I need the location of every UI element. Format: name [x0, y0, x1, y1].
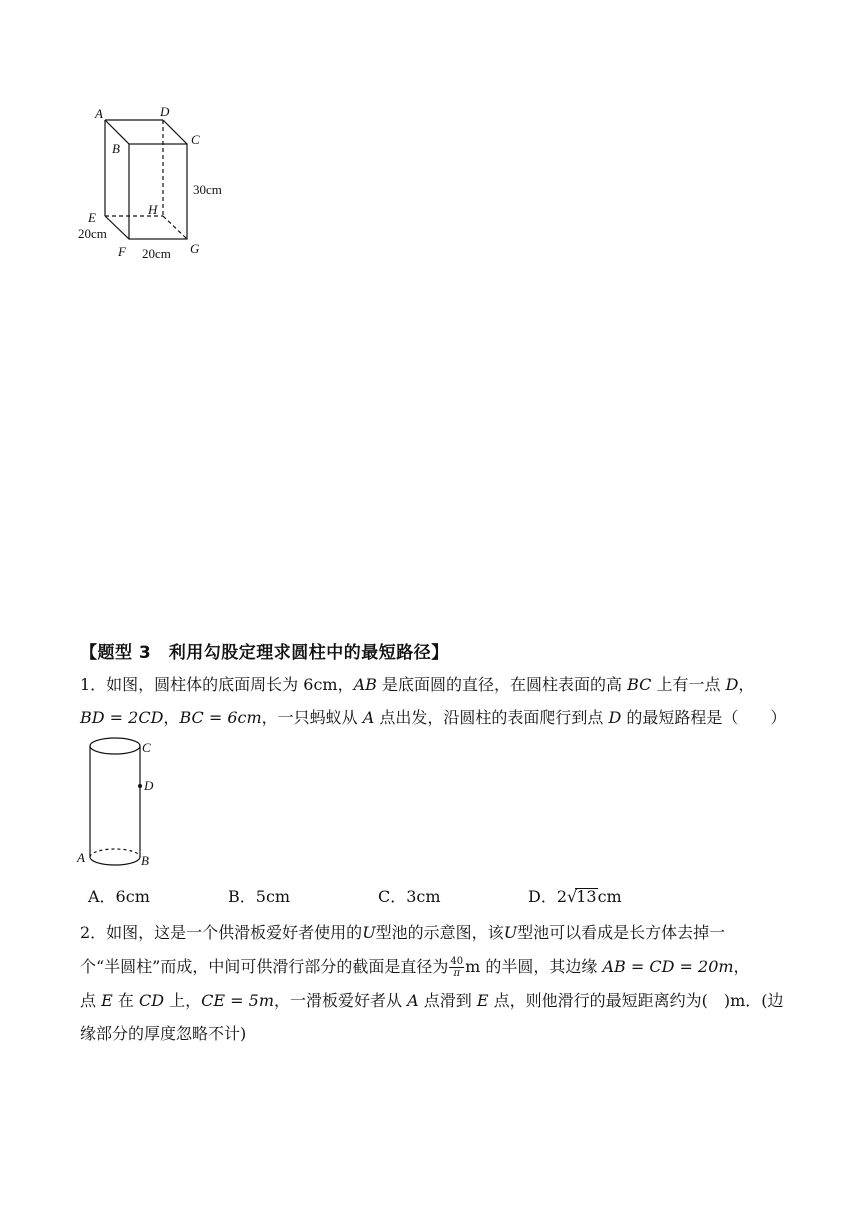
math: U [362, 923, 376, 942]
text: 点滑到 [418, 991, 477, 1010]
q1-line-1 [80, 673, 754, 697]
math: D [725, 675, 739, 694]
math: A [362, 708, 375, 727]
label-D: D [160, 104, 170, 119]
text: 1．如图，圆柱体的底面周长为 6cm， [80, 675, 354, 694]
option-d[interactable] [528, 884, 622, 907]
text: 个“半圆柱”而成，中间可供滑行部分的截面是直径为 [80, 957, 449, 976]
q2-line-3 [80, 989, 784, 1013]
section-heading: 【题型 3 利用勾股定理求圆柱中的最短路径】 [80, 643, 449, 663]
cyl-label-A: A [77, 850, 85, 865]
text: cm [597, 887, 622, 906]
sqrt-sign: √ [567, 887, 578, 906]
text: ，一滑板爱好者从 [274, 991, 408, 1010]
text: ， [738, 675, 755, 694]
math: BD = 2CD [80, 708, 164, 727]
math: BC = 6cm [179, 708, 262, 727]
math: BC [627, 675, 652, 694]
text: 上， [164, 991, 202, 1010]
text: ， [733, 957, 750, 976]
label-G: G [190, 241, 200, 256]
label-A: A [95, 106, 103, 121]
text: 点，则他滑行的最短距离约为( )m．(边 [488, 991, 784, 1010]
dim-depth: 20cm [78, 226, 107, 241]
text: 点出发，沿圆柱的表面爬行到点 [374, 708, 609, 727]
math: AB = CD = 20m [602, 957, 734, 976]
cylinder-figure [74, 732, 164, 872]
text: D．2 [528, 887, 568, 906]
text: 上有一点 [651, 675, 726, 694]
cyl-label-C: C [142, 740, 151, 755]
text: 型池的示意图，该 [375, 923, 504, 942]
option-c[interactable]: C．3cm [378, 887, 441, 906]
math: CD [138, 991, 165, 1010]
denominator: π [453, 968, 461, 979]
text: 在 [112, 991, 139, 1010]
math: E [476, 991, 489, 1010]
label-E: E [88, 210, 96, 225]
q2-line-2 [80, 955, 750, 979]
text: 的最短路程是（ ） [621, 708, 787, 727]
fraction [449, 956, 464, 979]
label-C: C [191, 132, 200, 147]
cuboid-figure [70, 98, 240, 268]
text: 型池可以看成是长方体去掉一 [517, 923, 726, 942]
math: A [407, 991, 419, 1010]
text: ，一只蚂蚁从 [261, 708, 363, 727]
math: CE = 5m [201, 991, 274, 1010]
dim-height: 30cm [193, 182, 222, 197]
numerator: 40 [450, 956, 464, 967]
text: 是底面圆的直径，在圆柱表面的高 [376, 675, 628, 694]
text: 点 [80, 991, 102, 1010]
math: AB [353, 675, 377, 694]
radicand: 13 [576, 887, 597, 906]
label-F: F [118, 244, 126, 259]
q2-line-1 [80, 921, 725, 945]
label-H: H [148, 202, 158, 217]
label-B: B [112, 141, 120, 156]
text: 2．如图，这是一个供滑板爱好者使用的 [80, 923, 363, 942]
dim-width: 20cm [142, 246, 171, 261]
math: E [101, 991, 113, 1010]
q1-line-2 [80, 706, 786, 730]
math: U [503, 923, 518, 942]
text: ， [163, 708, 180, 727]
cyl-label-B: B [141, 853, 149, 868]
text: m 的半圆，其边缘 [465, 957, 603, 976]
cyl-label-D: D [144, 778, 154, 793]
math: D [608, 708, 622, 727]
option-b[interactable]: B．5cm [228, 887, 291, 906]
q2-line-4: 缘部分的厚度忽略不计) [80, 1024, 247, 1043]
option-a[interactable]: A．6cm [88, 887, 150, 906]
